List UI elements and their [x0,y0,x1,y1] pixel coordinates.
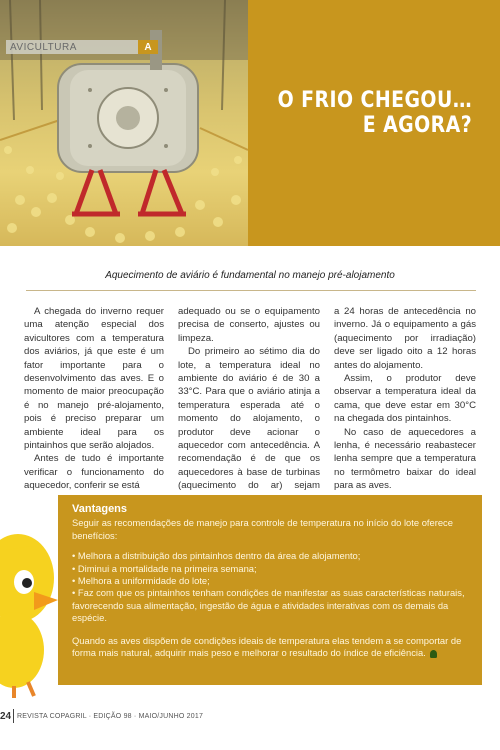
footer-divider [13,709,14,723]
paragraph: Antes de tudo é importante verificar o funcionamento do aquecedor, conferir se está [24,453,164,492]
box-closing [72,635,468,660]
paragraph: A chegada do inverno requer uma atenção especial dos avicultores com a temperatura dos aviários, já que este é um fator importante para o desenvolvimento das aves. E o momento de maior preocupação é no manejo pré-alojamento, pois é preciso preparar um ambiente ideal para os pintainhos que serão alojados. [24,306,164,452]
box-intro: Seguir as recomendações de manejo para controle de temperatura no início do lote oferece benefícios: [72,517,453,541]
section-label: AVICULTURA [10,41,77,53]
vantagens-box [58,495,482,685]
paragraph: adequado ou se o equipamento precisa de conserto, ajustes ou limpeza. [178,306,320,344]
heater-photo [0,0,248,246]
paragraph: Do primeiro ao sétimo dia do lote, a temperatura ideal no ambiente do aviário é de 30 a 33°C. Para que o aviário atinja a temperatura esperada até o momento do alojamento, o produtor deve acionar o aquecedor com antecedência. A recomendação é de que os aquecedores à base de turbinas (aquecimento do ar) sejam [178,346,320,492]
article-title [278,88,472,138]
chick-mascot-icon [0,520,62,700]
article-subtitle: Aquecimento de aviário é fundamental no manejo pré-alojamento [105,270,395,281]
box-title: Vantagens [72,503,128,515]
leaf-icon [430,650,437,658]
paragraph: No caso de aquecedores a lenha, é necessário reabastecer lenha sempre que a temperatura no termômetro baixar do ideal para as aves. [334,426,476,492]
list-item: • Melhora a uniformidade do lote; [72,575,468,587]
text-column-3 [334,305,476,493]
publication-info: REVISTA COPAGRIL · EDIÇÃO 98 · MAIO/JUNHO 2017 [17,713,204,720]
list-item: • Diminui a mortalidade na primeira semana; [72,563,468,575]
text-column-2 [178,305,320,506]
list-item: • Faz com que os pintainhos tenham condições de manifestar as suas características naturais, favorecendo sua alimentação, ingestão de água e atividades interativas com os demais da espécie. [72,587,468,624]
closing-text: Quando as aves dispõem de condições ideais de temperatura elas tendem a se comportar de forma mais natural, adquirir mais peso e melhorar o resultado do índice de eficiência. [72,634,462,659]
list-item: • Melhora a distribuição dos pintainhos dentro da área de alojamento; [72,550,468,562]
title-line-1: O FRIO CHEGOU… [277,88,472,113]
text-column-1 [24,305,164,493]
benefits-list [72,550,468,624]
article-header [0,0,500,246]
heater-illustration [0,0,248,246]
page-footer [0,706,500,726]
paragraph: Assim, o produtor deve observar a temperatura ideal da cama, que deve estar em 30°C na chegada dos pintainhos. [334,373,476,425]
page-number: 24 [0,711,12,722]
section-letter: A [138,40,158,54]
paragraph: a 24 horas de antecedência no inverno. Já o equipamento a gás (aquecimento por irradiação) deve ser ligado oito a 12 horas antes do alojamento. [334,306,476,371]
title-line-2: E AGORA? [362,113,472,138]
subtitle-divider [26,290,476,291]
section-tag [6,40,158,54]
